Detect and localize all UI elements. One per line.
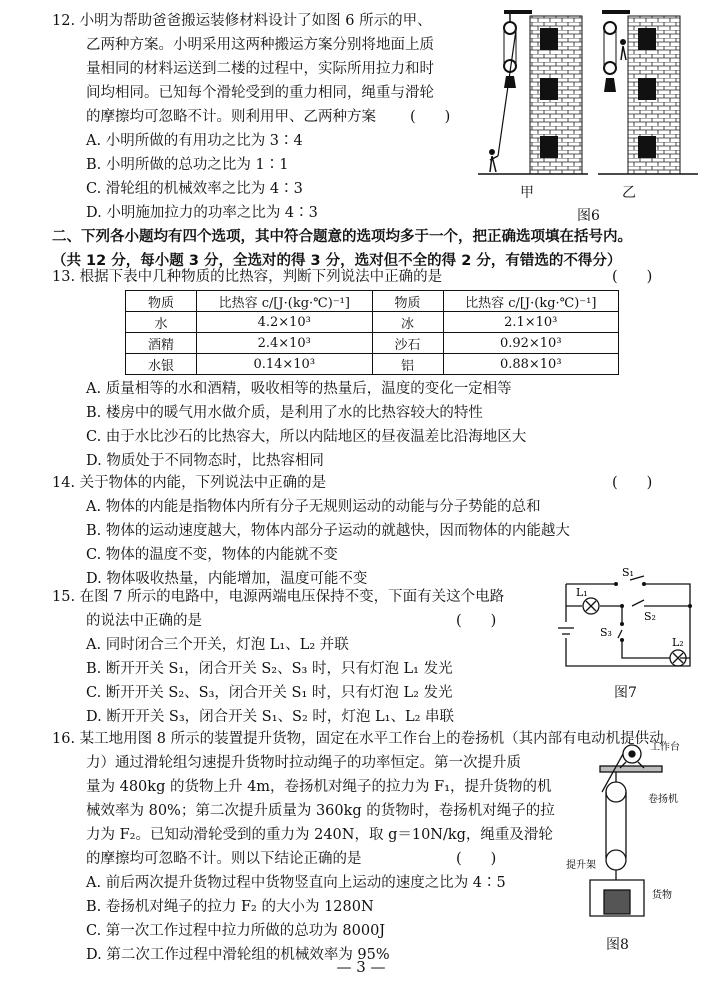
q12-line-4: 间均相同。已知每个滑轮受到的重力相同，绳重与滑轮 — [86, 85, 434, 101]
section-2-heading: 二、下列各小题均有四个选项，其中符合题意的选项均多于一个，把正确选项填在括号内。 — [52, 229, 632, 245]
q13-option-d: D. 物质处于不同物态时，比热容相同 — [86, 453, 324, 469]
q16-option-a: A. 前后两次提升货物过程中货物竖直向上运动的速度之比为 4∶5 — [86, 875, 506, 891]
q13-answer-paren: ( ) — [612, 269, 653, 285]
table-cell: 2.1×10³ — [443, 312, 619, 333]
circuit-label-s1: S₁ — [622, 566, 634, 579]
circuit-label-l1: L₁ — [576, 586, 588, 599]
table-cell: 水银 — [126, 354, 197, 375]
figure-8-caption: 图8 — [606, 937, 629, 953]
q15-option-b: B. 断开开关 S₁，闭合开关 S₂、S₃ 时，只有灯泡 L₁ 发光 — [86, 661, 453, 677]
table-cell: 铝 — [372, 354, 443, 375]
section-2-instructions: （共 12 分，每小题 3 分，全选对的得 3 分，选对但不全的得 2 分，有错选的不得分） — [52, 253, 622, 269]
q12-answer-paren: ( ) — [410, 109, 451, 125]
q16-line-6: 的摩擦均可忽略不计。则以下结论正确的是 — [86, 851, 362, 867]
table-header-cell: 比热容 c/[J·(kg·℃)⁻¹] — [197, 291, 373, 312]
q13-option-a: A. 质量相等的水和酒精，吸收相等的热量后，温度的变化一定相等 — [86, 381, 512, 397]
q12-option-c: C. 滑轮组的机械效率之比为 4∶3 — [86, 181, 303, 197]
q15-line-1: 15. 在图 7 所示的电路中，电源两端电压保持不变，下面有关这个电路 — [52, 589, 505, 605]
table-cell: 沙石 — [372, 333, 443, 354]
q15-option-a: A. 同时闭合三个开关，灯泡 L₁、L₂ 并联 — [86, 637, 349, 653]
q16-option-b: B. 卷扬机对绳子的拉力 F₂ 的大小为 1280N — [86, 899, 374, 915]
circuit-label-l2: L₂ — [672, 636, 684, 649]
q12-line-5: 的摩擦均可忽略不计。则利用甲、乙两种方案 — [86, 109, 376, 125]
figure-6-label-jia: 甲 — [520, 185, 534, 201]
q16-option-d: D. 第二次工作过程中滑轮组的机械效率为 95% — [86, 947, 390, 963]
q14-stem: 14. 关于物体的内能，下列说法中正确的是 — [52, 475, 327, 491]
q13-stem: 13. 根据下表中几种物质的比热容，判断下列说法中正确的是 — [52, 269, 443, 285]
figure-8-hoist — [566, 740, 716, 930]
q12-option-b: B. 小明所做的总功之比为 1∶1 — [86, 157, 289, 173]
specific-heat-table — [125, 290, 619, 375]
q16-line-5: 力为 F₂。已知动滑轮受到的重力为 240N，取 g＝10N/kg，绳重及滑轮 — [86, 827, 553, 843]
figure-8-label-frame: 提升架 — [566, 860, 596, 871]
table-cell: 0.92×10³ — [443, 333, 619, 354]
table-header-row — [126, 291, 619, 312]
q14-option-a: A. 物体的内能是指物体内所有分子无规则运动的动能与分子势能的总和 — [86, 499, 541, 515]
q15-answer-paren: ( ) — [456, 613, 497, 629]
q16-line-1: 16. 某工地用图 8 所示的装置提升货物，固定在水平工作台上的卷扬机（其内部有电动机提供动 — [52, 731, 664, 747]
table-cell: 酒精 — [126, 333, 197, 354]
table-cell: 2.4×10³ — [197, 333, 373, 354]
page-number: — 3 — — [336, 958, 386, 976]
table-cell: 水 — [126, 312, 197, 333]
q14-option-c: C. 物体的温度不变，物体的内能就不变 — [86, 547, 338, 563]
figure-7-circuit — [548, 566, 708, 678]
figure-8-label-worktable: 工作台 — [650, 742, 680, 753]
table-row — [126, 312, 619, 333]
q13-option-b: B. 楼房中的暖气用水做介质，是利用了水的比热容较大的特性 — [86, 405, 483, 421]
table-row — [126, 354, 619, 375]
q12-option-a: A. 小明所做的有用功之比为 3∶4 — [86, 133, 303, 149]
q12-line-3: 量相同的材料运送到二楼的过程中，实际所用拉力和时 — [86, 61, 434, 77]
q15-option-c: C. 断开开关 S₂、S₃，闭合开关 S₁ 时，只有灯泡 L₂ 发光 — [86, 685, 453, 701]
table-header-cell: 物质 — [372, 291, 443, 312]
q15-line-2: 的说法中正确的是 — [86, 613, 202, 629]
q12-line-1: 12. 小明为帮助爸爸搬运装修材料设计了如图 6 所示的甲、 — [52, 13, 432, 29]
table-header-cell: 物质 — [126, 291, 197, 312]
circuit-label-s3: S₃ — [600, 626, 612, 639]
q12-line-2: 乙两种方案。小明采用这两种搬运方案分别将地面上质 — [86, 37, 434, 53]
q14-option-b: B. 物体的运动速度越大，物体内部分子运动的就越快，因而物体的内能越大 — [86, 523, 570, 539]
figure-6-buildings — [478, 6, 698, 228]
figure-6-caption: 图6 — [577, 208, 600, 224]
q14-option-d: D. 物体吸收热量，内能增加，温度可能不变 — [86, 571, 368, 587]
q16-answer-paren: ( ) — [456, 851, 497, 867]
table-row — [126, 333, 619, 354]
q14-answer-paren: ( ) — [612, 475, 653, 491]
figure-6-label-yi: 乙 — [622, 185, 636, 201]
figure-8-label-cargo: 货物 — [652, 890, 672, 901]
q15-option-d: D. 断开开关 S₃，闭合开关 S₁、S₂ 时，灯泡 L₁、L₂ 串联 — [86, 709, 454, 725]
figure-7-caption: 图7 — [614, 685, 637, 701]
figure-8-label-winch: 卷扬机 — [648, 794, 678, 805]
table-header-cell: 比热容 c/[J·(kg·℃)⁻¹] — [443, 291, 619, 312]
table-cell: 冰 — [372, 312, 443, 333]
table-cell: 4.2×10³ — [197, 312, 373, 333]
q16-line-2: 力）通过滑轮组匀速提升货物时拉动绳子的功率恒定。第一次提升质 — [86, 755, 521, 771]
circuit-label-s2: S₂ — [644, 610, 656, 623]
q16-option-c: C. 第一次工作过程中拉力所做的总功为 8000J — [86, 923, 386, 939]
q16-line-4: 械效率为 80%；第二次提升质量为 360kg 的货物时，卷扬机对绳子的拉 — [86, 803, 555, 819]
q13-option-c: C. 由于水比沙石的比热容大，所以内陆地区的昼夜温差比沿海地区大 — [86, 429, 527, 445]
table-cell: 0.14×10³ — [197, 354, 373, 375]
q12-option-d: D. 小明施加拉力的功率之比为 4∶3 — [86, 205, 318, 221]
table-cell: 0.88×10³ — [443, 354, 619, 375]
q16-line-3: 量为 480kg 的货物上升 4m，卷扬机对绳子的拉力为 F₁，提升货物的机 — [86, 779, 552, 795]
